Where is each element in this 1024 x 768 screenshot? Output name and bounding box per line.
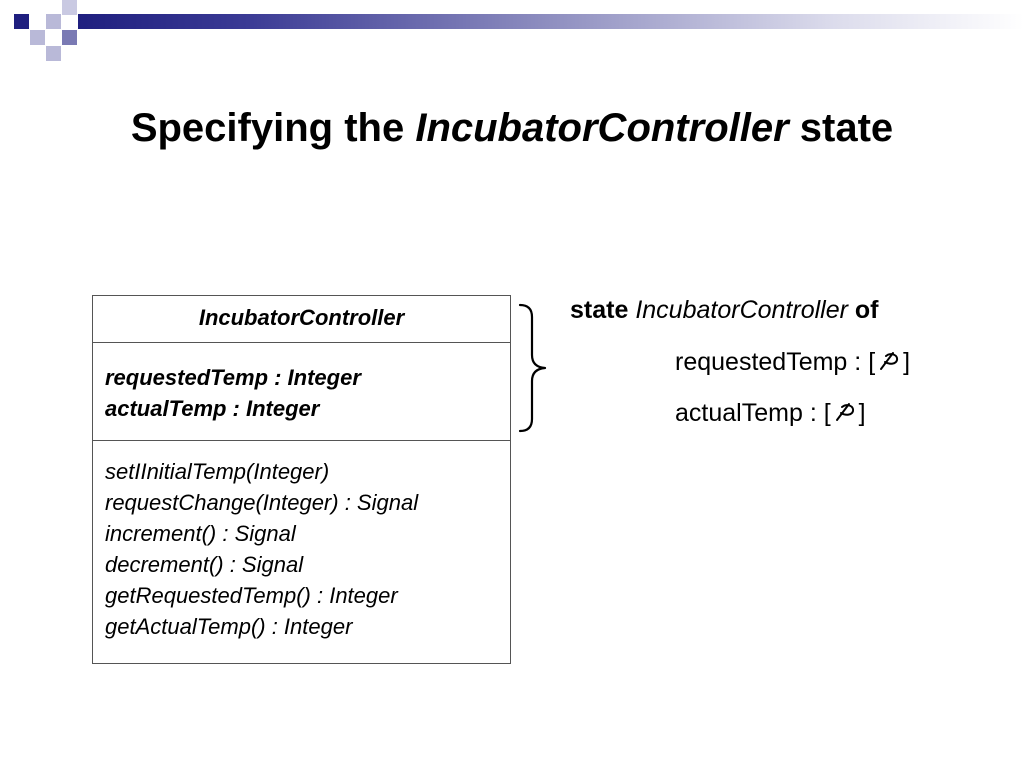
uml-attribute: requestedTemp : Integer bbox=[105, 365, 361, 390]
header-decoration bbox=[0, 0, 1024, 62]
uml-class-name: IncubatorController bbox=[93, 296, 510, 343]
decor-square bbox=[62, 0, 77, 15]
uml-operation: setIInitialTemp(Integer) bbox=[105, 459, 330, 484]
integer-set-icon bbox=[832, 398, 858, 424]
schema-field-separator: : bbox=[809, 399, 817, 427]
schema-bracket-open: [ bbox=[868, 348, 876, 376]
schema-field bbox=[675, 346, 910, 378]
decor-square bbox=[30, 30, 45, 45]
uml-operation: increment() : Signal bbox=[105, 521, 296, 546]
keyword-state: state bbox=[570, 296, 629, 324]
title-emphasis: IncubatorController bbox=[415, 106, 789, 150]
uml-operation: getActualTemp() : Integer bbox=[105, 614, 353, 639]
uml-operation: getRequestedTemp() : Integer bbox=[105, 583, 398, 608]
schema-bracket-close: ] bbox=[858, 399, 866, 427]
header-gradient-band bbox=[78, 14, 1024, 29]
schema-field bbox=[675, 397, 866, 429]
uml-attributes-section bbox=[93, 343, 510, 441]
schema-field-name: actualTemp bbox=[675, 399, 803, 427]
keyword-of: of bbox=[854, 296, 879, 324]
uml-class-box bbox=[92, 295, 511, 664]
title-suffix: state bbox=[799, 106, 894, 150]
schema-field-separator: : bbox=[854, 348, 862, 376]
decor-square bbox=[46, 14, 61, 29]
decor-square bbox=[46, 46, 61, 61]
uml-operations-section bbox=[93, 441, 510, 642]
uml-operation: decrement() : Signal bbox=[105, 552, 304, 577]
schema-field-name: requestedTemp bbox=[675, 348, 848, 376]
title-prefix: Specifying the bbox=[130, 106, 405, 150]
decor-square bbox=[14, 14, 29, 29]
right-curly-brace-icon bbox=[518, 303, 548, 433]
uml-operation: requestChange(Integer) : Signal bbox=[105, 490, 419, 515]
slide-title bbox=[0, 104, 1024, 152]
uml-attribute: actualTemp : Integer bbox=[105, 396, 320, 421]
state-schema-header bbox=[570, 294, 879, 326]
integer-set-icon bbox=[876, 347, 902, 373]
schema-class-name: IncubatorController bbox=[635, 296, 848, 324]
schema-bracket-close: ] bbox=[903, 348, 911, 376]
schema-bracket-open: [ bbox=[823, 399, 831, 427]
decor-square bbox=[62, 30, 77, 45]
